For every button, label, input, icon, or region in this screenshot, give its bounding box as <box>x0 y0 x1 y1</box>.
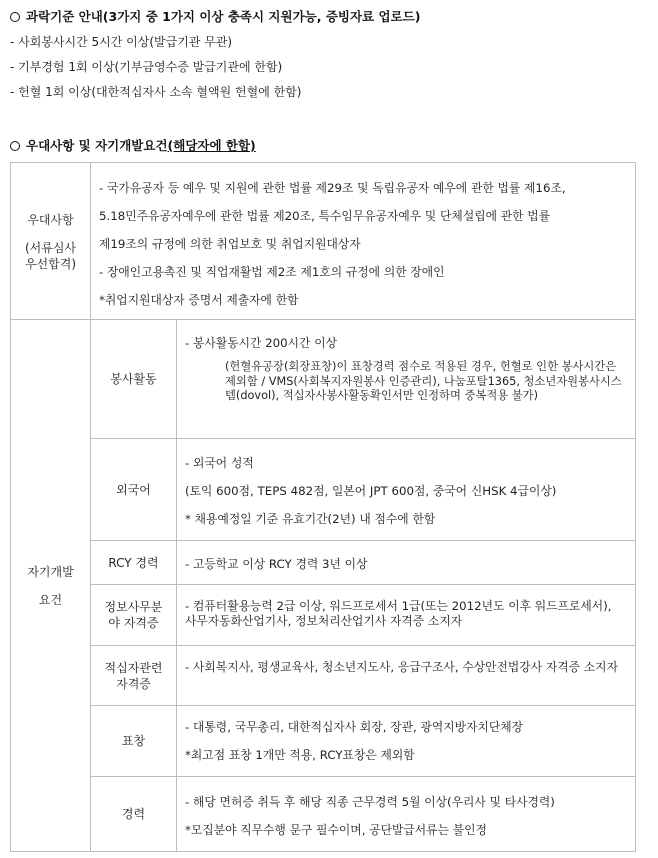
award-line: *최고점 표창 1개만 적용, RCY표창은 제외함 <box>185 748 415 762</box>
career-label-cell <box>90 776 177 852</box>
award-label-cell <box>90 705 177 777</box>
criteria-item-blood: - 헌혈 1회 이상(대한적십자사 소속 혈액원 헌혈에 한함) <box>10 85 302 99</box>
redcross-cert-label-cell <box>90 645 177 706</box>
preference-line: - 국가유공자 등 예우 및 지원에 관한 법률 제29조 및 독립유공자 예우에 관한 법률 제16조, <box>99 181 566 195</box>
self-dev-label-cell <box>10 319 91 852</box>
preference-label-sub1: (서류심사 <box>24 241 77 255</box>
award-label: 표창 <box>121 734 146 748</box>
language-content-cell <box>176 438 636 541</box>
career-label: 경력 <box>121 807 146 821</box>
volunteer-label: 봉사활동 <box>110 372 157 386</box>
language-line: - 외국어 성적 <box>185 456 254 470</box>
preference-line: - 장애인고용촉진 및 직업재활법 제2조 제1호의 규정에 의한 장애인 <box>99 265 445 279</box>
circle-bullet-icon <box>10 141 20 151</box>
preference-content-cell <box>90 162 636 320</box>
career-line: *모집분야 직무수행 문구 필수이며, 공단발급서류는 불인정 <box>185 823 487 837</box>
rcy-line: - 고등학교 이상 RCY 경력 3년 이상 <box>185 557 368 571</box>
it-cert-text: - 컴퓨터활용능력 2급 이상, 워드프로세서 1급(또는 2012년도 이후 워드프로세서), 사무자동화산업기사, 정보처리산업기사 자격증 소지자 <box>185 599 612 628</box>
redcross-cert-label: 적십자관련 <box>104 660 163 675</box>
preference-heading: 우대사항 및 자기개발요건(해당자에 한함) <box>10 136 256 154</box>
preference-line: 제19조의 규정에 의한 취업보호 및 취업지원대상자 <box>99 237 361 251</box>
language-label-cell <box>90 438 177 541</box>
self-dev-label-sub: 요건 <box>38 592 63 607</box>
self-dev-label: 자기개발 <box>27 564 74 579</box>
language-line: (토익 600점, TEPS 482점, 일본어 JPT 600점, 중국어 신HSK 4급이상) <box>185 484 557 498</box>
language-label: 외국어 <box>116 482 151 497</box>
rcy-content-cell <box>176 540 636 585</box>
volunteer-label-cell <box>90 319 177 439</box>
volunteer-content-cell <box>176 319 636 439</box>
career-content-cell <box>176 776 636 852</box>
preference-label-sub2: 우선합격) <box>24 257 77 271</box>
award-line: - 대통령, 국무총리, 대한적십자사 회장, 장관, 광역지방자치단체장 <box>185 720 524 734</box>
it-cert-label-cell <box>90 584 177 646</box>
it-cert-label: 정보사무분 <box>104 600 163 614</box>
circle-bullet-icon <box>10 12 20 22</box>
criteria-item-donation: - 기부경험 1회 이상(기부금영수증 발급기관에 한함) <box>10 60 283 74</box>
passing-criteria-heading: 과락기준 안내(3가지 중 1가지 이상 충족시 지원가능, 증빙자료 업로드) <box>10 7 420 25</box>
it-cert-content-cell <box>176 584 636 646</box>
career-line: - 해당 면허증 취득 후 해당 직종 근무경력 5월 이상(우리사 및 타사경력) <box>185 795 555 809</box>
it-cert-label-sub: 야 자격증 <box>108 616 159 630</box>
award-content-cell <box>176 705 636 777</box>
preference-line: *취업지원대상자 증명서 제출자에 한함 <box>99 293 299 307</box>
language-line: * 채용예정일 기준 유효기간(2년) 내 점수에 한함 <box>185 512 436 526</box>
redcross-cert-label-sub: 자격증 <box>116 676 151 691</box>
volunteer-note: (헌혈유공장(회장표창)이 표창경력 점수로 적용된 경우, 헌혈로 인한 봉사시간은 제외함 / VMS(사회복지자원봉사 인증관리), 나눔포탈1365, 청소년자원봉사시스템(dovol), 적십자사봉사활동확인서만 인정하며 중복적용 불가) <box>225 360 622 402</box>
volunteer-line: - 봉사활동시간 200시간 이상 <box>185 336 337 350</box>
preference-label: 우대사항 <box>27 213 74 227</box>
rcy-label-cell <box>90 540 177 585</box>
preference-label-cell <box>10 162 91 320</box>
rcy-label: RCY 경력 <box>108 555 159 570</box>
redcross-cert-text: - 사회복지사, 평생교육사, 청소년지도사, 응급구조사, 수상안전법강사 자격증 소지자 <box>185 660 618 674</box>
preference-line: 5.18민주유공자예우에 관한 법률 제20조, 특수임무유공자예우 및 단체설립에 관한 법률 <box>99 209 551 223</box>
redcross-cert-content-cell <box>176 645 636 706</box>
criteria-item-volunteer: - 사회봉사시간 5시간 이상(발급기관 무관) <box>10 35 233 49</box>
